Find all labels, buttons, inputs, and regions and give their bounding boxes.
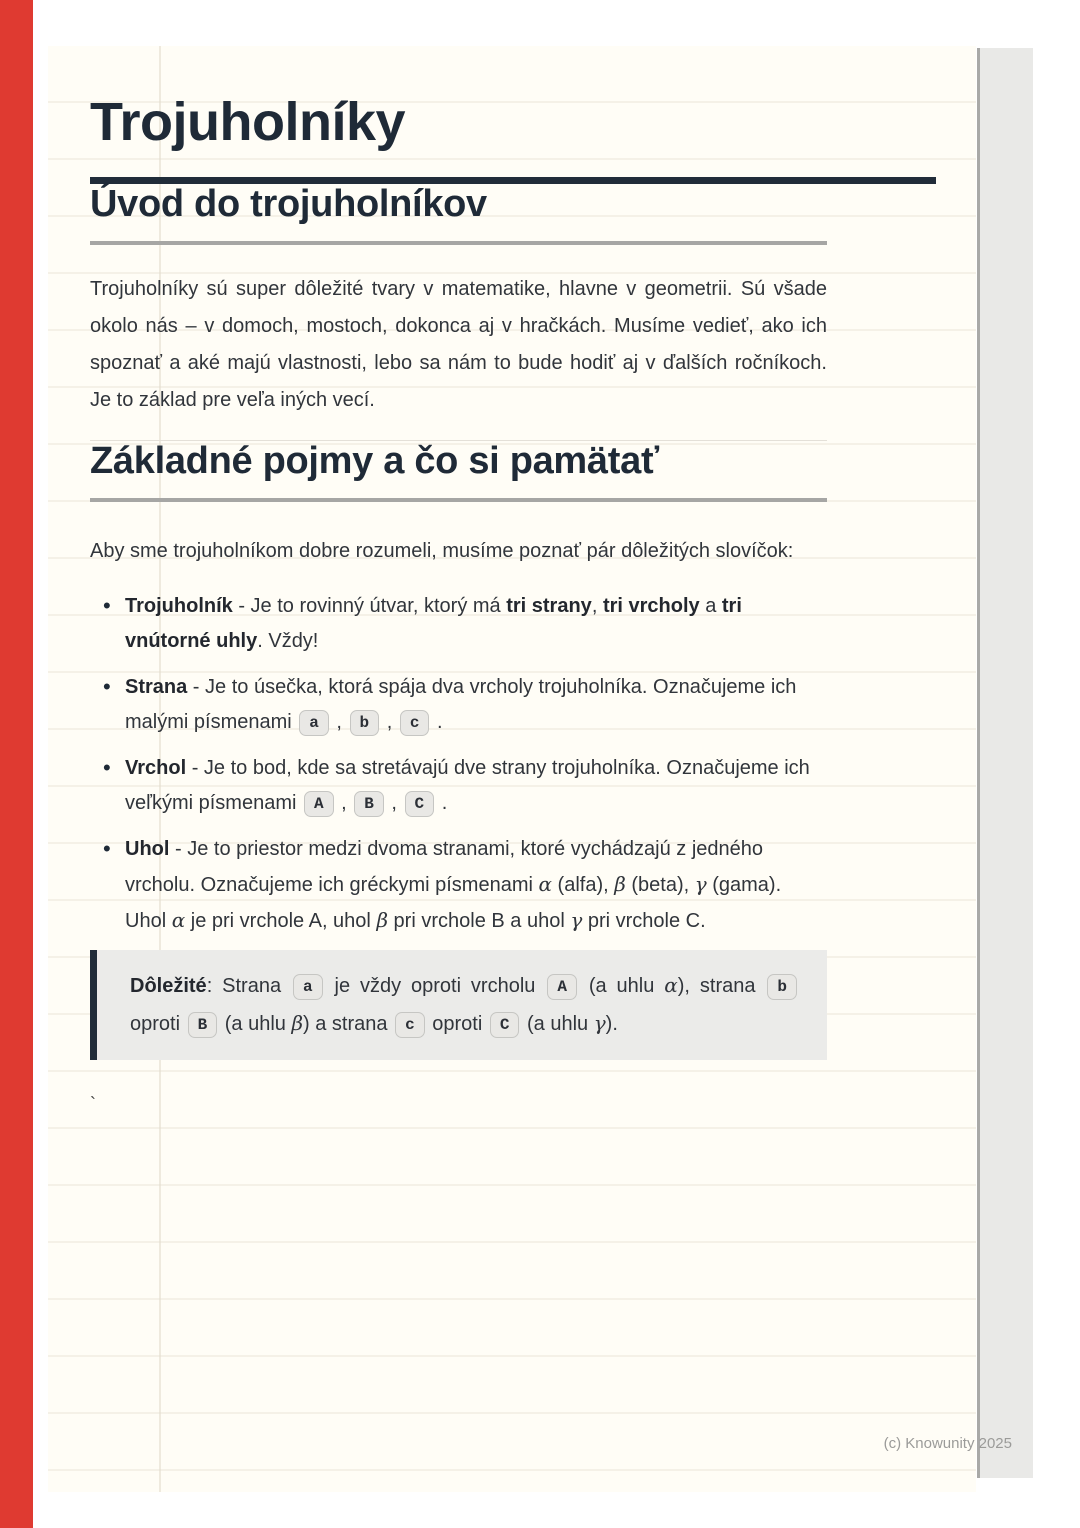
scrollbar-track[interactable] [977,48,1033,1478]
greek-letter: α [171,907,186,932]
greek-letter: γ [694,871,707,896]
heading-underline [90,241,827,245]
greek-letter: γ [570,907,583,932]
callout-accent-bar [90,950,97,1060]
greek-letter: α [538,871,552,896]
bold-term: Dôležité [130,974,207,997]
code-badge: c [400,710,430,736]
term-list-item-trojuholnik: • Trojuholník - Je to rovinný útvar, ktorý má tri strany, tri vrcholy a tri vnútorné uhly. Vždy! [125,589,827,659]
section-uvod [90,184,936,419]
code-badge: C [405,791,435,817]
section-heading: Základné pojmy a čo si pamätať [90,439,659,482]
greek-letter: β [614,871,626,896]
greek-letter: β [291,1010,304,1035]
section-zakladne-pojmy [90,441,936,1115]
term-list [90,589,827,939]
term-list-item-strana: • Strana - Je to úsečka, ktorá spája dva vrcholy trojuholníka. Označujeme ich malými písmenami a , b , c . [125,670,827,740]
code-badge: C [490,1012,520,1038]
copyright-watermark: (c) Knowunity 2025 [883,1435,1012,1452]
intro-paragraph: Aby sme trojuholníkom dobre rozumeli, musíme poznať pár dôležitých slovíčok: [90,539,794,562]
bold-term: tri strany [506,594,592,617]
code-badge: a [293,974,323,1000]
bold-term: Vrchol [125,756,187,779]
greek-letter: γ [593,1010,606,1035]
bold-term: tri vrcholy [602,594,700,617]
code-badge: a [299,710,329,736]
code-badge: c [395,1012,425,1038]
code-badge: A [304,791,334,817]
page-title: Trojuholníky [90,92,406,152]
left-accent-bar [0,0,33,1528]
greek-letter: α [664,972,678,997]
stray-backtick: ` [90,1093,96,1114]
section-heading: Úvod do trojuholníkov [90,182,487,225]
bold-term: Strana [125,675,188,698]
code-badge: B [188,1012,218,1038]
greek-letter: β [376,907,388,932]
code-badge: b [350,710,380,736]
bold-term: Trojuholník [125,594,233,617]
term-list-item-uhol: • Uhol - Je to priestor medzi dvoma stranami, ktoré vychádzajú z jedného vrcholu. Označujeme ich gréckymi písmenami α (alfa), β (beta), γ (gama). Uhol α je pri vrchole A, uhol β pri vrchole B a uhol γ pri vrchole C. [125,832,827,939]
code-badge: B [354,791,384,817]
important-callout [90,950,827,1060]
bold-term: Uhol [125,837,170,860]
heading-underline [90,498,827,502]
code-badge: A [547,974,577,1000]
bold-term: tri vnútorné uhly [125,594,742,652]
code-badge: b [767,974,797,1000]
section-paragraph: Trojuholníky sú super dôležité tvary v matematike, hlavne v geometrii. Sú všade okolo nás – v domoch, mostoch, dokonca aj v hračkách. Musíme vedieť, ako ich spoznať a aké majú vlastnosti, lebo sa nám to bude hodiť aj v ďalších ročníkoch. Je to základ pre veľa iných vecí. [90,277,827,411]
document-content [90,94,936,1115]
callout-text: Dôležité: Strana a je vždy oproti vrcholu A (a uhlu α), strana b oproti B (a uhlu β) a strana c oproti C (a uhlu γ). [130,967,799,1043]
term-list-item-vrchol: • Vrchol - Je to bod, kde sa stretávajú dve strany trojuholníka. Označujeme ich veľkými písmenami A , B , C . [125,751,827,821]
